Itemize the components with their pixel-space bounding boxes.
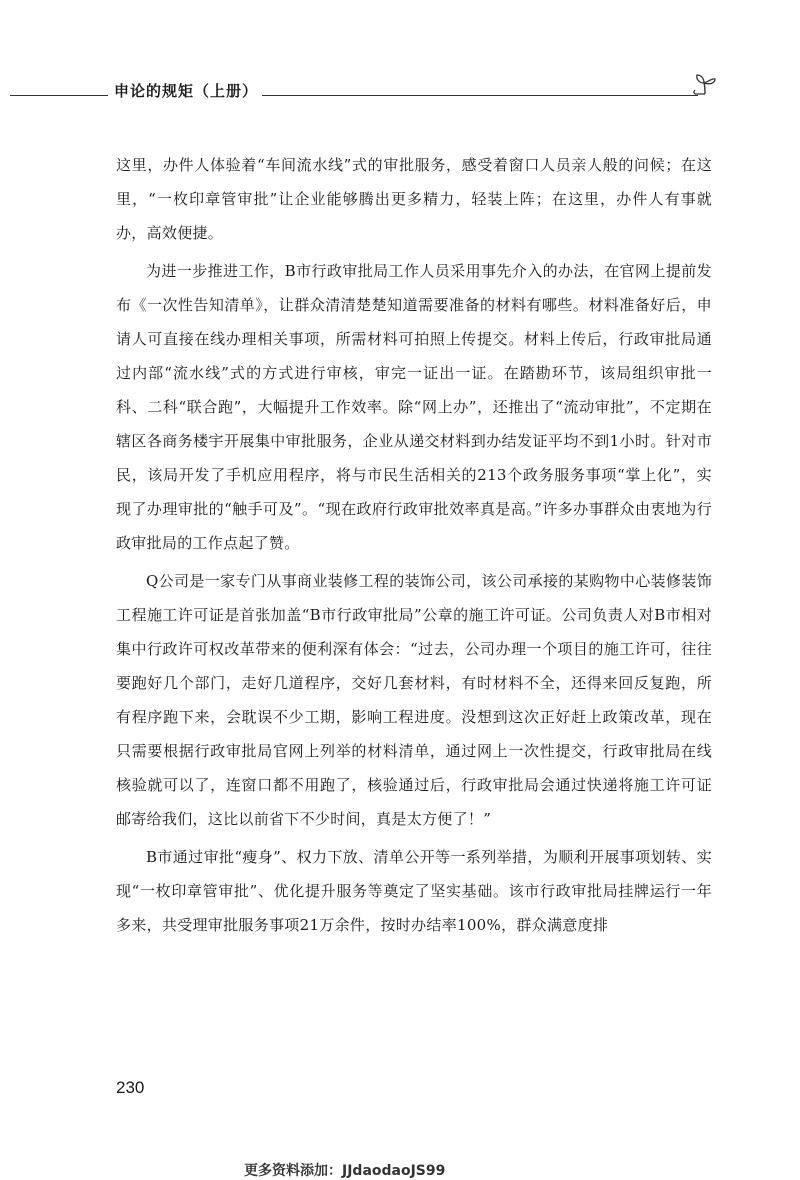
header-rule-left bbox=[10, 95, 108, 96]
article-body bbox=[116, 148, 712, 946]
paragraph-1: 这里，办件人体验着“车间流水线”式的审批服务，感受着窗口人员亲人般的问候；在这里，“一枚印章管审批”让企业能够腾出更多精力，轻装上阵；在这里，办件人有事就办，高效便捷。 bbox=[116, 156, 712, 242]
header-title: 申论的规矩（上册） bbox=[114, 82, 259, 100]
paragraph-3: Q公司是一家专门从事商业装修工程的装饰公司，该公司承接的某购物中心装修装饰工程施工许可证是首张加盖“B市行政审批局”公章的施工许可证。公司负责人对B市相对集中行政许可权改革带来的便利深有体会：“过去，公司办理一个项目的施工许可，往往要跑好几个部门，走好几道程序，交好几套材料，有时材料不全，还得来回反复跑，所有程序跑下来，会耽误不少工期，影响工程进度。没想到这次正好赶上政策改革，现在只需要根据行政审批局官网上列举的材料清单，通过网上一次性提交，行政审批局在线核验就可以了，连窗口都不用跑了，核验通过后，行政审批局会通过快递将施工许可证邮寄给我们，这比以前省下不少时间，真是太方便了！” bbox=[116, 572, 712, 828]
running-header bbox=[10, 78, 710, 108]
paragraph-4: B市通过审批“瘦身”、权力下放、清单公开等一系列举措，为顺利开展事项划转、实现“一枚印章管审批”、优化提升服务等奠定了坚实基础。该市行政审批局挂牌运行一年多来，共受理审批服务事项21万余件，按时办结率100%，群众满意度排 bbox=[116, 848, 712, 934]
header-rule-right bbox=[262, 95, 698, 96]
footer-watermark bbox=[244, 1160, 474, 1179]
paragraph-2: 为进一步推进工作，B市行政审批局工作人员采用事先介入的办法，在官网上提前发布《一次性告知清单》，让群众清清楚楚知道需要准备的材料有哪些。材料准备好后，申请人可直接在线办理相关事项，所需材料可拍照上传提交。材料上传后，行政审批局通过内部“流水线”式的方式进行审核，审完一证出一证。在踏勘环节，该局组织审批一科、二科“联合跑”，大幅提升工作效率。除“网上办”，还推出了“流动审批”，不定期在辖区各商务楼宇开展集中审批服务，企业从递交材料到办结发证平均不到1小时。针对市民，该局开发了手机应用程序，将与市民生活相关的213个政务服务事项“掌上化”，实现了办理审批的“触手可及”。“现在政府行政审批效率真是高。”许多办事群众由衷地为行政审批局的工作点起了赞。 bbox=[116, 262, 712, 552]
sprout-icon bbox=[690, 72, 720, 100]
footer-watermark-text: 更多资料添加：JJdaodaoJS99 bbox=[244, 1163, 446, 1179]
page-number: 230 bbox=[116, 1078, 145, 1097]
